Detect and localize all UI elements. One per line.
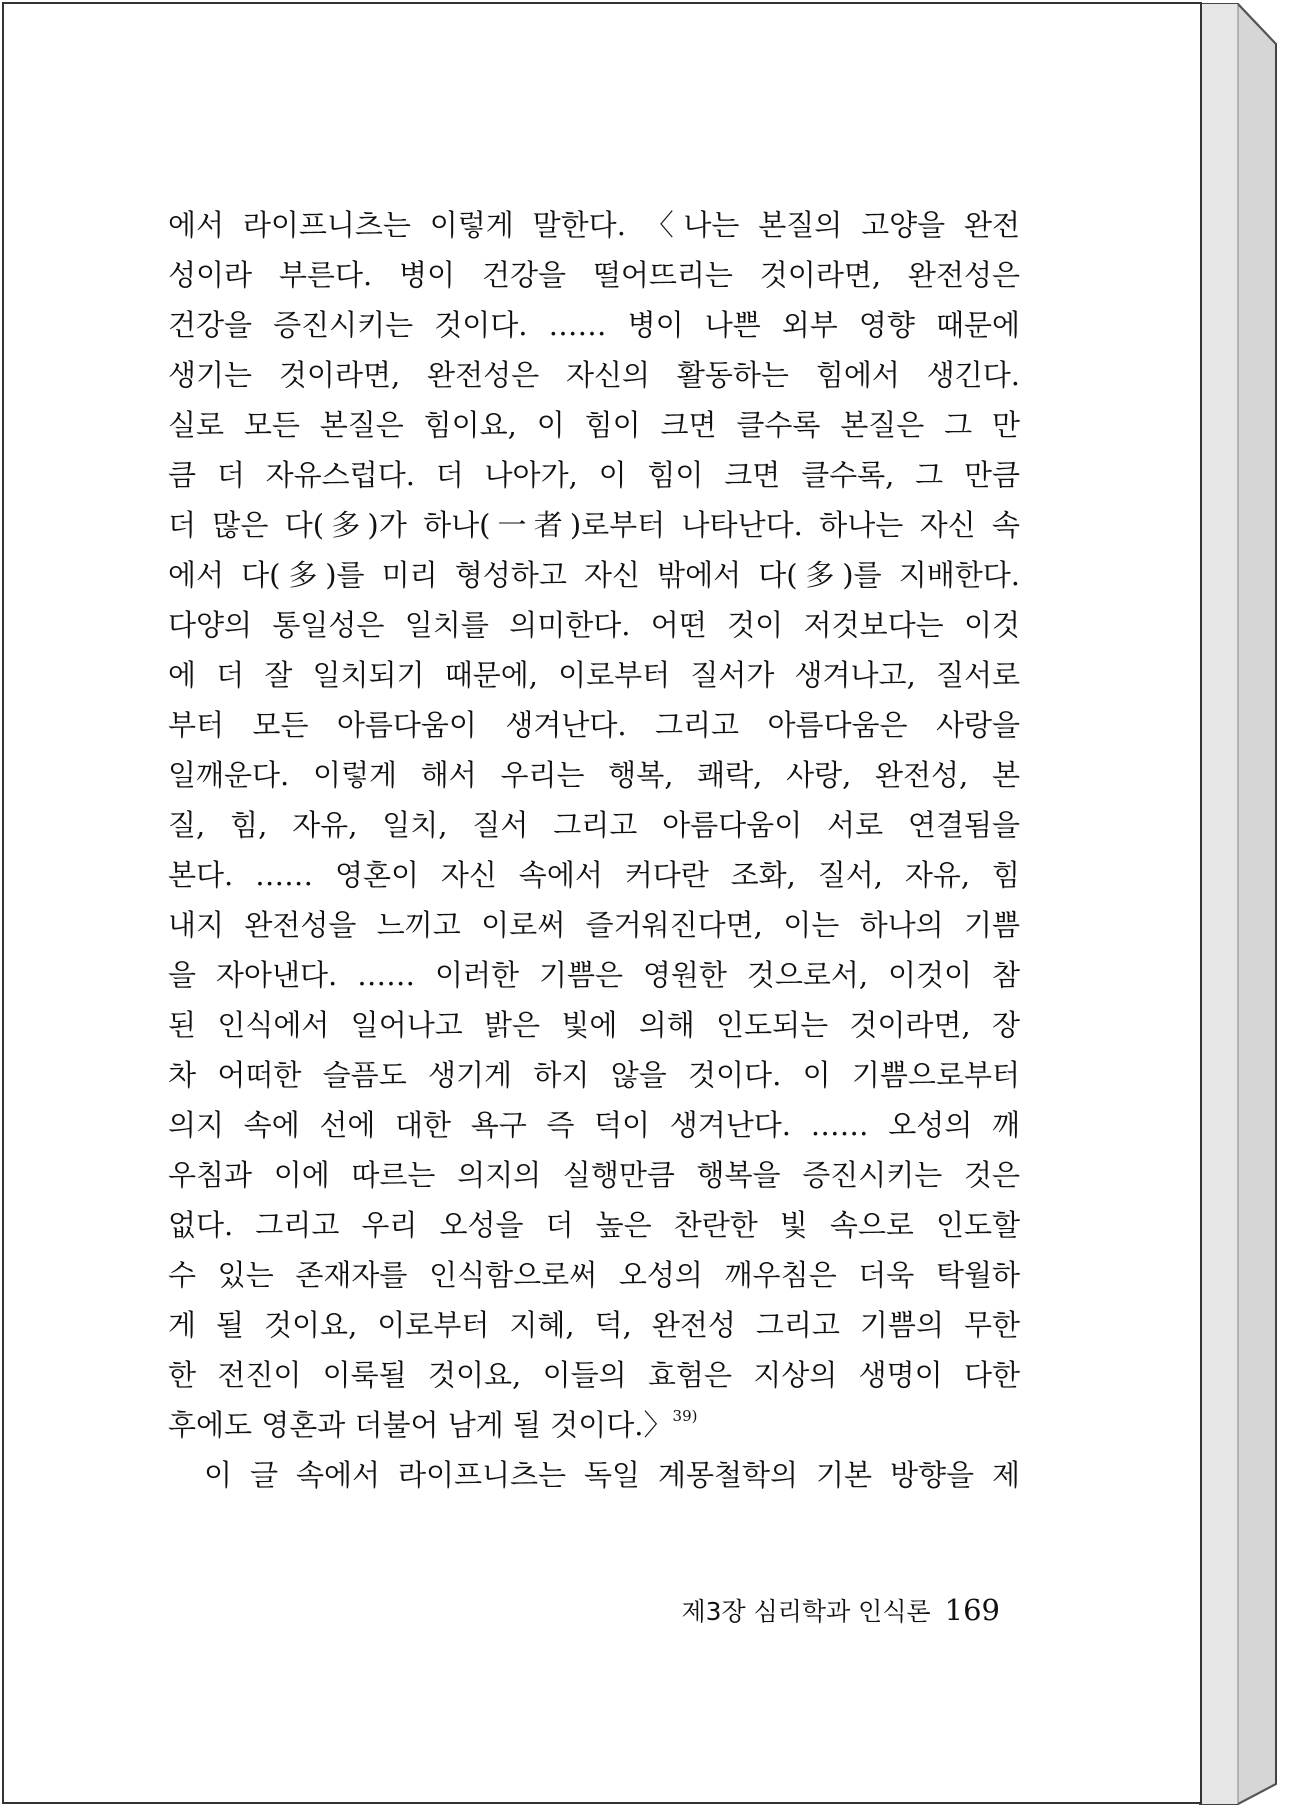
book-spine-shade (1200, 4, 1238, 1804)
text-line: 본다. …… 영혼이 자신 속에서 커다란 조화, 질서, 자유, 힘 (168, 858, 1020, 892)
text-line: 실로 모든 본질은 힘이요, 이 힘이 크면 클수록 본질은 그 만 (168, 408, 1020, 442)
text-line: 된 인식에서 일어나고 밝은 빛에 의해 인도되는 것이라면, 장 (168, 1008, 1020, 1042)
text-line: 우침과 이에 따르는 의지의 실행만큼 행복을 증진시키는 것은 (168, 1158, 1020, 1192)
running-head: 제3장 심리학과 인식론 (681, 1597, 931, 1626)
paragraph-commentary (168, 1450, 1020, 1500)
page-number: 169 (944, 1593, 1000, 1627)
text-line: 이 글 속에서 라이프니츠는 독일 계몽철학의 기본 방향을 제 (204, 1458, 1020, 1492)
text-line: 의지 속에 선에 대한 욕구 즉 덕이 생겨난다. …… 오성의 깨 (168, 1108, 1020, 1142)
text-line: 에서 라이프니츠는 이렇게 말한다. 〈나는 본질의 고양을 완전 (168, 208, 1020, 242)
page-body-text (168, 200, 1020, 1500)
text-line: 차 어떠한 슬픔도 생기게 하지 않을 것이다. 이 기쁨으로부터 (168, 1058, 1020, 1092)
paragraph-quote (168, 200, 1020, 1450)
text-line-last (168, 1400, 1020, 1450)
text-line: 을 자아낸다. …… 이러한 기쁨은 영원한 것으로서, 이것이 참 (168, 958, 1020, 992)
text-line: 생기는 것이라면, 완전성은 자신의 활동하는 힘에서 생긴다. (168, 358, 1020, 392)
text-line: 다양의 통일성은 일치를 의미한다. 어떤 것이 저것보다는 이것 (168, 608, 1020, 642)
text-line: 수 있는 존재자를 인식함으로써 오성의 깨우침은 더욱 탁월하 (168, 1258, 1020, 1292)
text-line: 성이라 부른다. 병이 건강을 떨어뜨리는 것이라면, 완전성은 (168, 258, 1020, 292)
page-footer (580, 1590, 1000, 1632)
text-line: 건강을 증진시키는 것이다. …… 병이 나쁜 외부 영향 때문에 (168, 308, 1020, 342)
text-line: 게 될 것이요, 이로부터 지혜, 덕, 완전성 그리고 기쁨의 무한 (168, 1308, 1020, 1342)
text-line: 없다. 그리고 우리 오성을 더 높은 찬란한 빛 속으로 인도할 (168, 1208, 1020, 1242)
footnote-reference: 39) (672, 1407, 698, 1425)
text-line: 큼 더 자유스럽다. 더 나아가, 이 힘이 크면 클수록, 그 만큼 (168, 458, 1020, 492)
text-line: 일깨운다. 이렇게 해서 우리는 행복, 쾌락, 사랑, 완전성, 본 (168, 758, 1020, 792)
text-line-content: 후에도 영혼과 더불어 남게 될 것이다.〉 (168, 1408, 673, 1442)
text-line: 한 전진이 이룩될 것이요, 이들의 효험은 지상의 생명이 다한 (168, 1358, 1020, 1392)
text-line: 내지 완전성을 느끼고 이로써 즐거워진다면, 이는 하나의 기쁨 (168, 908, 1020, 942)
text-line: 부터 모든 아름다움이 생겨난다. 그리고 아름다움은 사랑을 (168, 708, 1020, 742)
text-line: 더 많은 다(多)가 하나(一者)로부터 나타난다. 하나는 자신 속 (168, 508, 1020, 542)
text-line: 에 더 잘 일치되기 때문에, 이로부터 질서가 생겨나고, 질서로 (168, 658, 1020, 692)
text-line: 질, 힘, 자유, 일치, 질서 그리고 아름다움이 서로 연결됨을 (168, 808, 1020, 842)
text-line: 에서 다(多)를 미리 형성하고 자신 밖에서 다(多)를 지배한다. (168, 558, 1020, 592)
